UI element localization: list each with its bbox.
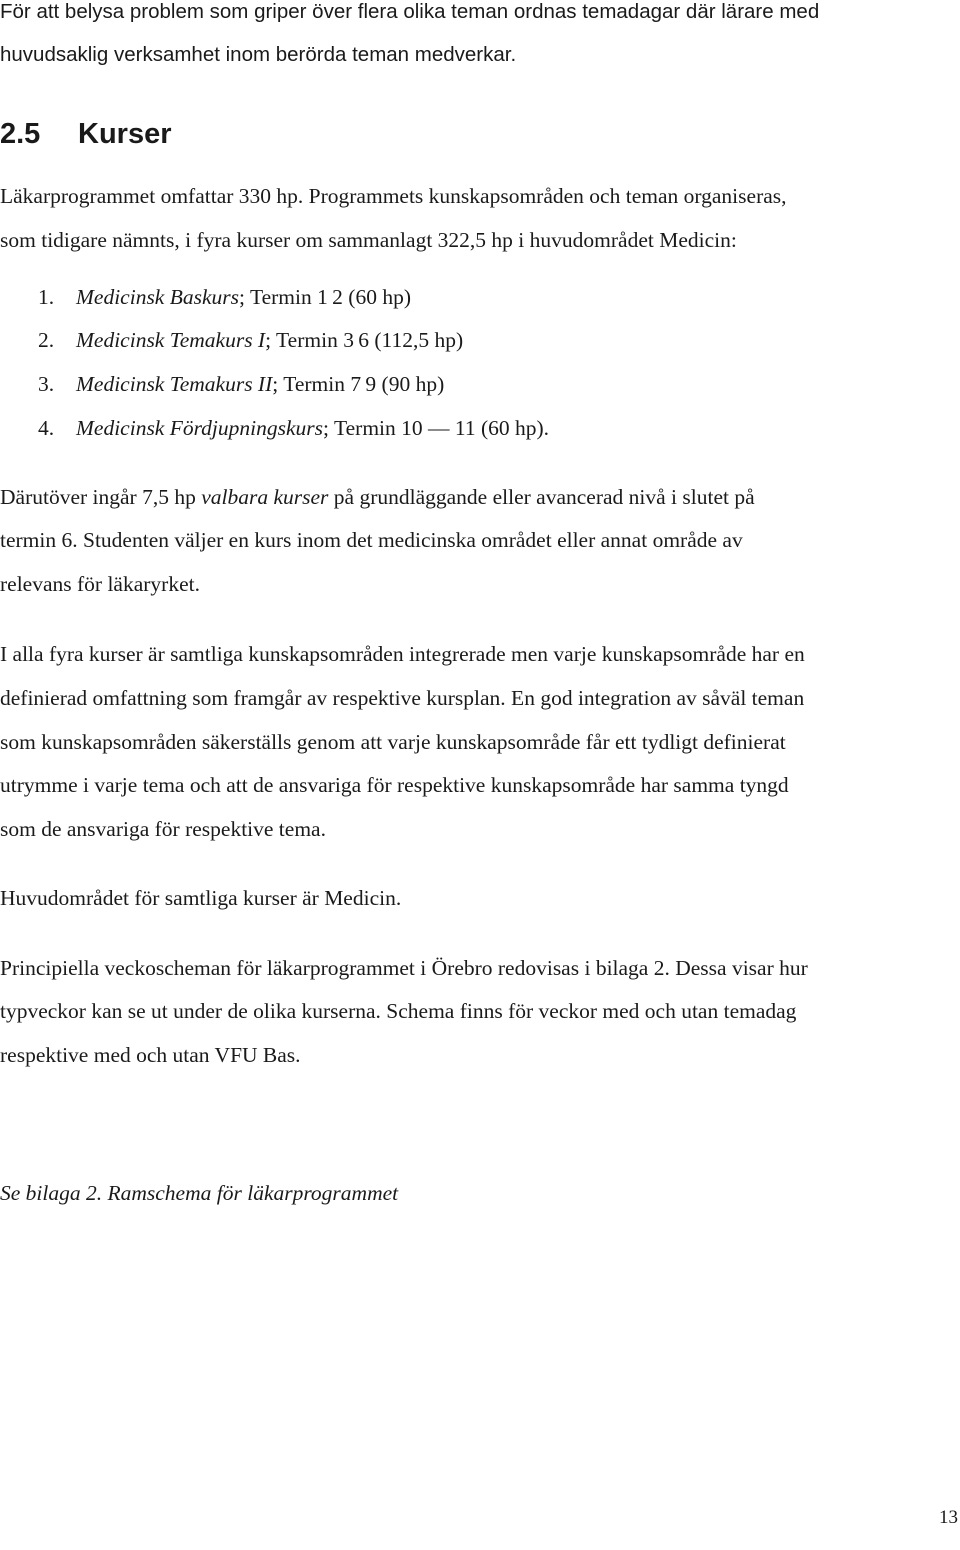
- intro-line-1: För att belysa problem som griper över flera olika teman ordnas temadagar där lärare med: [0, 0, 820, 23]
- appendix-reference: Se bilaga 2. Ramschema för läkarprogrammet: [0, 1181, 399, 1205]
- para3-line-2: definierad omfattning som framgår av respektive kursplan. En god integration av såväl teman: [0, 686, 805, 710]
- para1-line-1: Läkarprogrammet omfattar 330 hp. Programmets kunskapsområden och teman organiseras,: [0, 184, 787, 208]
- course-name: Medicinsk Baskurs: [76, 285, 240, 309]
- para2-line-1: Därutöver ingår 7,5 hp valbara kurser på grundläggande eller avancerad nivå i slutet på: [0, 485, 755, 509]
- para2-line-2: termin 6. Studenten väljer en kurs inom det medicinska området eller annat område av: [0, 528, 743, 552]
- para3-line-5: som de ansvariga för respektive tema.: [0, 817, 326, 841]
- para3-line-4: utrymme i varje tema och att de ansvariga för respektive kunskapsområde har samma tyngd: [0, 773, 789, 797]
- para5-line-2: typveckor kan se ut under de olika kurserna. Schema finns för veckor med och utan temadag: [0, 999, 797, 1023]
- elective-courses-term: valbara kurser: [201, 485, 329, 509]
- para5-line-3: respektive med och utan VFU Bas.: [0, 1043, 301, 1067]
- section-title: Kurser: [78, 118, 172, 150]
- para2-line-3: relevans för läkaryrket.: [0, 572, 200, 596]
- intro-line-2: huvudsaklig verksamhet inom berörda teman medverkar.: [0, 43, 517, 66]
- page-number: 13: [939, 1507, 958, 1528]
- section-number: 2.5: [0, 118, 41, 150]
- course-item-1: 1. Medicinsk Baskurs; Termin 1 2 (60 hp): [38, 285, 412, 309]
- course-name: Medicinsk Fördjupningskurs: [76, 416, 324, 440]
- section-heading: [0, 120, 172, 149]
- course-item-2: 2. Medicinsk Temakurs I; Termin 3 6 (112,5 hp): [38, 328, 464, 352]
- course-name: Medicinsk Temakurs II: [76, 372, 273, 396]
- para3-line-1: I alla fyra kurser är samtliga kunskapsområden integrerade men varje kunskapsområde har en: [0, 642, 805, 666]
- course-item-4: 4. Medicinsk Fördjupningskurs; Termin 10 — 11 (60 hp).: [38, 416, 550, 440]
- para5-line-1: Principiella veckoscheman för läkarprogrammet i Örebro redovisas i bilaga 2. Dessa visar hur: [0, 956, 808, 980]
- course-item-3: 3. Medicinsk Temakurs II; Termin 7 9 (90 hp): [38, 372, 445, 396]
- para4-line-1: Huvudområdet för samtliga kurser är Medicin.: [0, 886, 402, 910]
- para3-line-3: som kunskapsområden säkerställs genom att varje kunskapsområde får ett tydligt definierat: [0, 730, 786, 754]
- course-name: Medicinsk Temakurs I: [76, 328, 266, 352]
- para1-line-2: som tidigare nämnts, i fyra kurser om sammanlagt 322,5 hp i huvudområdet Medicin:: [0, 228, 737, 252]
